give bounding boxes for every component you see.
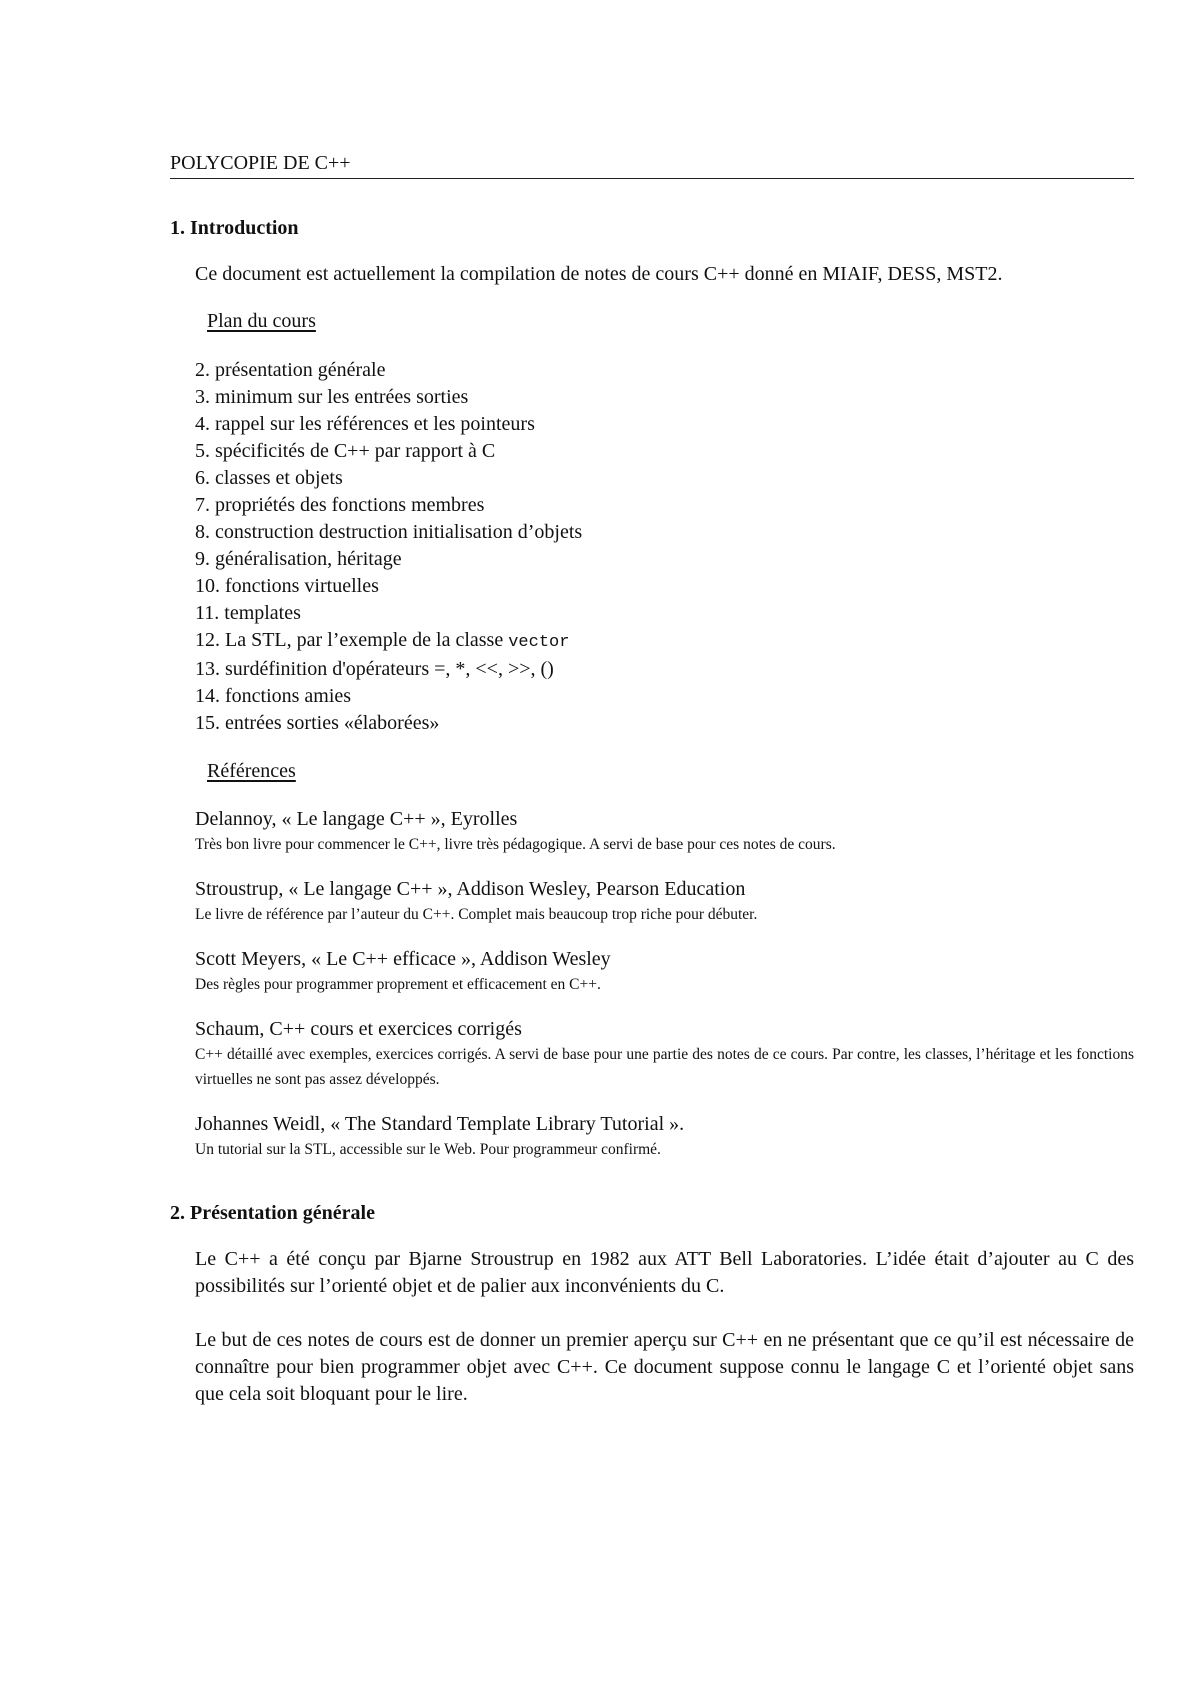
reference-title: Stroustrup, « Le langage C++ », Addison Wesley, Pearson Education: [195, 878, 746, 900]
list-item: 9. généralisation, héritage: [195, 548, 402, 570]
course-plan-list: [195, 357, 1134, 737]
section-heading-presentation: 2. Présentation générale: [170, 1202, 375, 1224]
reference-title: Delannoy, « Le langage C++ », Eyrolles: [195, 808, 518, 830]
list-item: 2. présentation générale: [195, 359, 386, 381]
list-item: 10. fonctions virtuelles: [195, 575, 379, 597]
document-title: POLYCOPIE DE C++: [170, 150, 1134, 179]
reference-description: Très bon livre pour commencer le C++, livre très pédagogique. A servi de base pour ces notes de cours.: [195, 836, 836, 853]
reference-description: Le livre de référence par l’auteur du C++. Complet mais beaucoup trop riche pour débuter.: [195, 906, 758, 923]
list-item: 6. classes et objets: [195, 467, 343, 489]
presentation-paragraph-2: Le but de ces notes de cours est de donner un premier aperçu sur C++ en ne présentant que ce qu’il est nécessaire de connaître pour bien programmer objet avec C++. Ce document suppose connu le langage C et l’orienté objet sans que cela soit bloquant pour le lire.: [195, 1329, 1134, 1405]
reference-entry: [195, 1017, 1134, 1092]
reference-title: Scott Meyers, « Le C++ efficace », Addison Wesley: [195, 948, 611, 970]
list-item: 3. minimum sur les entrées sorties: [195, 386, 469, 408]
presentation-body: [195, 1246, 1134, 1408]
reference-entry: [195, 877, 1134, 927]
list-item: 7. propriétés des fonctions membres: [195, 494, 485, 516]
reference-description: C++ détaillé avec exemples, exercices corrigés. A servi de base pour une partie des notes de ce cours. Par contre, les classes, l’héritage et les fonctions virtuelles ne sont pas assez développés.: [195, 1046, 1134, 1088]
reference-description: Un tutorial sur la STL, accessible sur le Web. Pour programmeur confirmé.: [195, 1141, 661, 1158]
reference-entry: [195, 947, 1134, 997]
list-item: 13. surdéfinition d'opérateurs =, *, <<, >>, (): [195, 658, 554, 680]
introduction-paragraph: Ce document est actuellement la compilation de notes de cours C++ donné en MIAIF, DESS, MST2.: [195, 263, 1003, 285]
reference-entry: [195, 807, 1134, 857]
list-item: 15. entrées sorties «élaborées»: [195, 712, 440, 734]
reference-title: Johannes Weidl, « The Standard Template Library Tutorial ».: [195, 1113, 685, 1135]
references-heading: Références: [207, 760, 296, 782]
introduction-body: [195, 261, 1134, 1162]
code-vector: vector: [508, 633, 570, 652]
section-heading-introduction: 1. Introduction: [170, 217, 299, 239]
presentation-paragraph-1: Le C++ a été conçu par Bjarne Stroustrup en 1982 aux ATT Bell Laboratories. L’idée était d’ajouter au C des possibilités sur l’orienté objet et de palier aux inconvénients du C.: [195, 1248, 1134, 1297]
reference-title: Schaum, C++ cours et exercices corrigés: [195, 1018, 522, 1040]
plan-du-cours-heading: Plan du cours: [207, 310, 316, 332]
list-item: 11. templates: [195, 602, 301, 624]
references-list: [195, 807, 1134, 1162]
list-item: 14. fonctions amies: [195, 685, 352, 707]
list-item-stl: [195, 627, 1134, 656]
list-item: 4. rappel sur les références et les pointeurs: [195, 413, 535, 435]
list-item-text: 12. La STL, par l’exemple de la classe: [195, 629, 509, 651]
reference-description: Des règles pour programmer proprement et efficacement en C++.: [195, 976, 601, 993]
document-page: [170, 150, 1134, 1408]
list-item: 8. construction destruction initialisation d’objets: [195, 521, 583, 543]
reference-entry: [195, 1112, 1134, 1162]
list-item: 5. spécificités de C++ par rapport à C: [195, 440, 496, 462]
